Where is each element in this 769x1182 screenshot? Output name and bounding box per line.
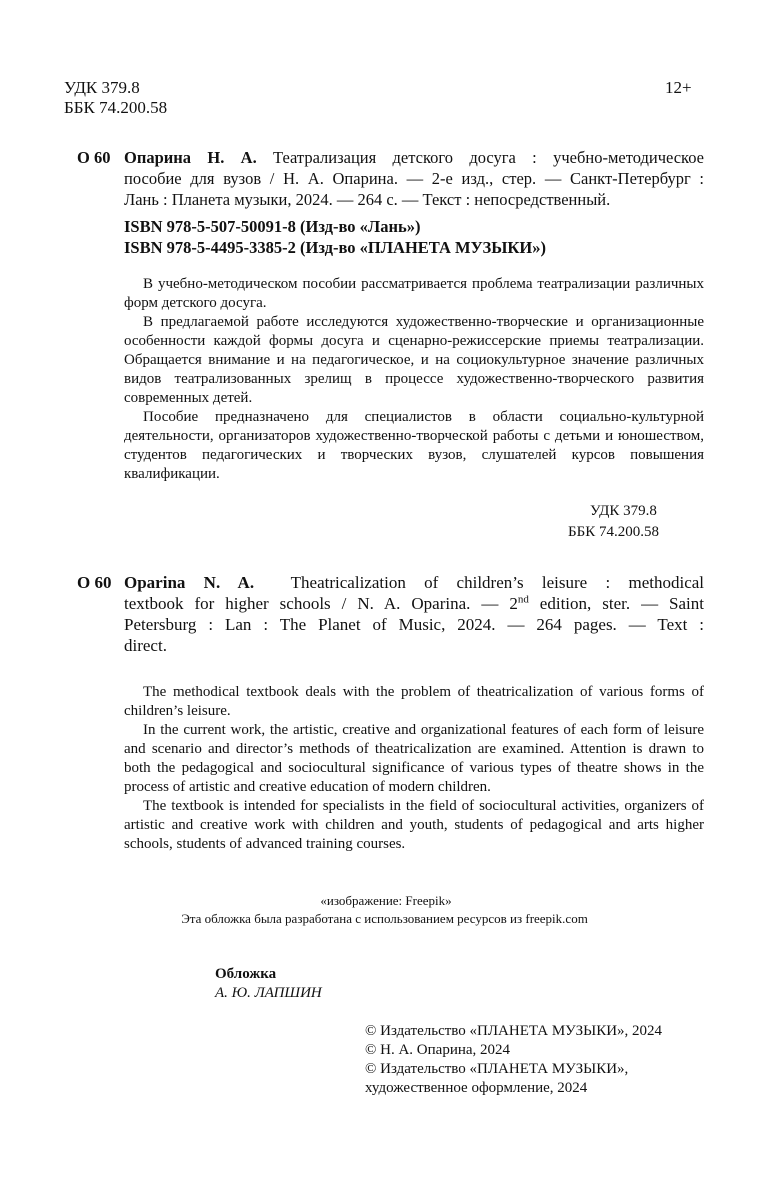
footer-bbk: ББК 74.200.58	[568, 524, 659, 540]
ru-abstract	[124, 275, 704, 484]
footer-udk: УДК 379.8	[590, 503, 657, 519]
en-record-line4: direct.	[124, 636, 167, 655]
en-record	[124, 572, 704, 656]
en-record-line3: Petersburg : Lan : The Planet of Music, 2024. — 264 pages. — Text :	[124, 615, 704, 634]
copyright-line3: © Издательство «ПЛАНЕТА МУЗЫКИ»,	[365, 1061, 629, 1077]
ru-isbn-1: ISBN 978-5-507-50091-8 (Изд-во «Лань»)	[124, 217, 421, 236]
image-credit	[0, 892, 769, 928]
ru-abstract-p3: Пособие предназначено для специалистов в области социально-культурной деятельности, организаторов художественно-творческой работы с детьми и юношеством, студентов педагогических и творческих вузов, слушателей курсов повышения квалификации.	[124, 409, 704, 482]
ru-isbn-2: ISBN 978-5-4495-3385-2 (Изд-во «ПЛАНЕТА МУЗЫКИ»)	[124, 238, 546, 257]
copyright-line2: © Н. А. Опарина, 2024	[365, 1042, 511, 1058]
en-record-line1: Oparina N. A. Theatricalization of children’s leisure : methodical	[124, 573, 705, 592]
ru-record-line3: Лань : Планета музыки, 2024. — 264 с. — Текст : непосредственный.	[124, 190, 611, 209]
cover-designer: А. Ю. ЛАПШИН	[215, 985, 322, 1001]
image-credit-line1: «изображение: Freepik»	[320, 893, 452, 908]
ru-abstract-p2: В предлагаемой работе исследуются художественно-творческие и организационные особенности каждой формы досуга и сценарно-режиссерские приемы театрализации. Обращается внимание и на педагогическое, и на социокультурное значение различных видов театрализованных зрелищ в процессе художественно-творческого развития современных детей.	[124, 314, 704, 406]
ru-record-code: О 60	[77, 148, 111, 167]
en-abstract-p1: The methodical textbook deals with the problem of theatricalization of various forms of children’s leisure.	[124, 684, 704, 719]
header-bbk: ББК 74.200.58	[64, 98, 168, 117]
en-record-code: О 60	[77, 573, 112, 592]
ru-record	[124, 147, 704, 258]
header-udk: УДК 379.8	[64, 78, 140, 97]
copyright-line1: © Издательство «ПЛАНЕТА МУЗЫКИ», 2024	[365, 1023, 663, 1039]
cover-label: Обложка	[215, 966, 277, 982]
en-record-line2: textbook for higher schools / N. A. Oparina. — 2nd edition, ster. — Saint	[124, 593, 704, 613]
ru-record-line2: пособие для вузов / Н. А. Опарина. — 2-е изд., стер. — Санкт-Петербург :	[124, 169, 704, 188]
age-rating: 12+	[665, 78, 692, 97]
copyright-line4: художественное оформление, 2024	[365, 1080, 588, 1096]
en-abstract-p2: In the current work, the artistic, creative and organizational features of each form of leisure and scenario and director’s methods of theatricalization are examined. Attention is drawn to both the pedagogical and sociocultural significance of various types of theatre shows in the process of artistic and creative education of modern children.	[124, 722, 704, 795]
ru-abstract-p1: В учебно-методическом пособии рассматривается проблема театрализации различных форм детского досуга.	[124, 276, 704, 311]
en-abstract-p3: The textbook is intended for specialists in the field of sociocultural activities, organizers of artistic and creative work with children and youth, students of pedagogical and arts higher schools, students of advanced training courses.	[124, 798, 704, 852]
copyright	[365, 1022, 662, 1098]
image-credit-line2: Эта обложка была разработана с использованием ресурсов из freepik.com	[181, 911, 588, 926]
ru-record-line1: Опарина Н. А. Театрализация детского досуга : учебно-методическое	[124, 148, 705, 167]
en-abstract	[124, 683, 704, 854]
